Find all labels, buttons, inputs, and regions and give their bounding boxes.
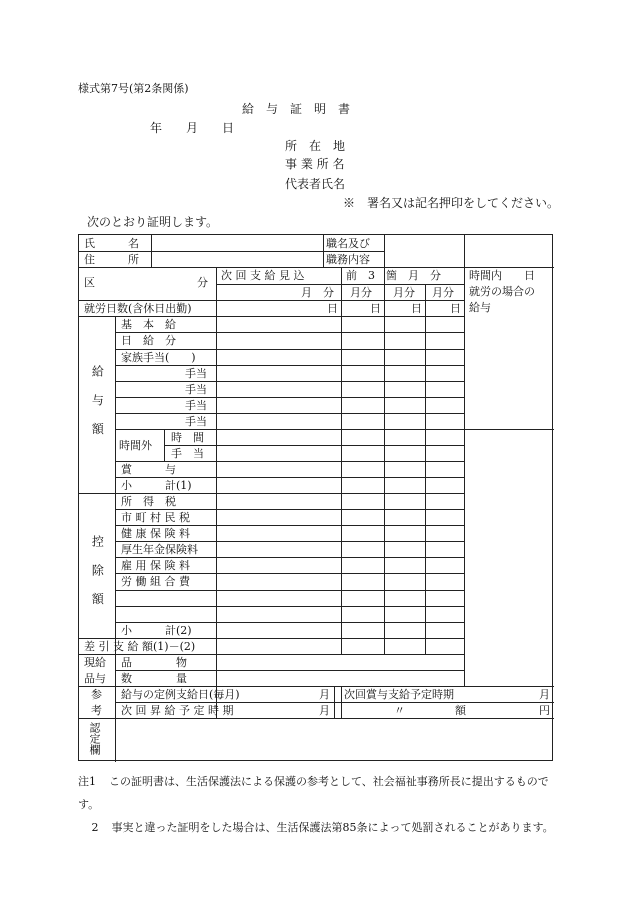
raise-date-label: 次 回 昇 給 予 定 時 期 [121, 704, 234, 717]
note-2-label: 2 [91, 821, 99, 834]
next-payment-header: 次 回 支 給 見 込 [221, 269, 305, 282]
overtime-label: 時間外 [119, 439, 152, 452]
allowance-label-2: 手当 [185, 383, 207, 396]
deduction-group-label: 控除額 [90, 535, 105, 622]
name-label: 氏 名 [84, 237, 139, 250]
allowance-label-4: 手当 [185, 415, 207, 428]
net-pay-label: 差 引 支 給 額(1)－(2) [84, 640, 196, 653]
salary-group-label: 給与額 [90, 365, 105, 452]
duties-label: 職務内容 [326, 253, 370, 266]
overtime-hours-label: 時 間 [171, 431, 204, 444]
yen-unit: 円 [539, 704, 550, 717]
address-label: 住 所 [84, 253, 139, 266]
work-days-unit-4: 日 [450, 302, 461, 315]
resident-tax-label: 市 町 村 民 税 [121, 511, 190, 524]
work-days-unit-3: 日 [411, 302, 422, 315]
note-1 [78, 770, 558, 816]
approval-label: 認定欄 [88, 722, 101, 755]
bonus-date-label: 次回賞与支給予定時期 [344, 688, 454, 701]
quantity-label: 数 量 [121, 672, 187, 685]
form-number: 様式第7号(第2条関係) [78, 82, 189, 95]
intro-text: 次のとおり証明します。 [87, 215, 219, 229]
note-2 [78, 816, 558, 839]
note-1-text: この証明書は、生活保護法による保護の参考として、社会福祉事務所長に提出するものです。 [78, 775, 549, 811]
document-title: 給 与 証 明 書 [242, 102, 351, 116]
next-payment-month: 月 分 [301, 286, 334, 299]
seal-note: ※ 署名又は記名押印をしてください。 [343, 196, 560, 210]
month-col-2: 月分 [393, 286, 415, 299]
date-line: 年 月 日 [150, 121, 235, 135]
raise-date-month-unit: 月 [319, 704, 330, 717]
position-label: 職名及び [326, 237, 370, 250]
hourly-header-2: 就労の場合の [469, 285, 535, 298]
daily-wage-label: 日 給 分 [121, 334, 176, 347]
family-allowance-label: 家族手当( ) [121, 351, 196, 364]
union-fee-label: 労 働 組 合 費 [121, 575, 190, 588]
pension-label: 厚生年金保険料 [121, 543, 198, 556]
bun-label: 分 [197, 276, 208, 289]
kubun-label: 区 [84, 276, 95, 289]
reference-label-2: 考 [91, 704, 102, 717]
bonus-date-month-unit: 月 [539, 688, 550, 701]
in-kind-label-2: 品与 [84, 672, 106, 685]
hourly-header-1: 時間内 日 [469, 269, 535, 282]
reference-label-1: 参 [91, 688, 102, 701]
location-label: 所 在 地 [285, 139, 346, 153]
allowance-label-3: 手当 [185, 399, 207, 412]
income-tax-label: 所 得 税 [121, 495, 176, 508]
payday-month-unit: 月 [319, 688, 330, 701]
allowance-label-1: 手当 [185, 367, 207, 380]
health-insurance-label: 健 康 保 険 料 [121, 527, 190, 540]
overtime-allowance-label: 手 当 [171, 447, 204, 460]
company-label: 事 業 所 名 [285, 157, 345, 171]
prev-3-months-header: 前 3 箇 月 分 [346, 269, 441, 282]
work-days-unit-1: 日 [327, 302, 338, 315]
ditto-mark: 〃 [394, 704, 405, 717]
month-col-1: 月分 [350, 286, 372, 299]
basic-salary-label: 基 本 給 [121, 318, 176, 331]
subtotal-2-label: 小 計(2) [121, 624, 192, 637]
payday-label: 給与の定例支給日(毎月) [121, 688, 240, 701]
subtotal-1-label: 小 計(1) [121, 479, 192, 492]
month-col-3: 月分 [432, 286, 454, 299]
representative-label: 代表者氏名 [285, 177, 346, 191]
work-days-label: 就労日数(含休日出勤) [84, 302, 192, 315]
note-1-label: 注1 [78, 775, 96, 788]
amount-label: 額 [455, 704, 466, 717]
in-kind-label-1: 現給 [84, 656, 106, 669]
note-2-text: 事実と違った証明をした場合は、生活保護法第85条によって処罰されることがあります。 [111, 821, 554, 834]
salary-certificate-table [78, 234, 553, 761]
hourly-header-3: 給与 [469, 301, 491, 314]
employment-insurance-label: 雇 用 保 険 料 [121, 559, 190, 572]
work-days-unit-2: 日 [370, 302, 381, 315]
bonus-label: 賞 与 [121, 463, 176, 476]
item-label: 品 物 [121, 656, 187, 669]
